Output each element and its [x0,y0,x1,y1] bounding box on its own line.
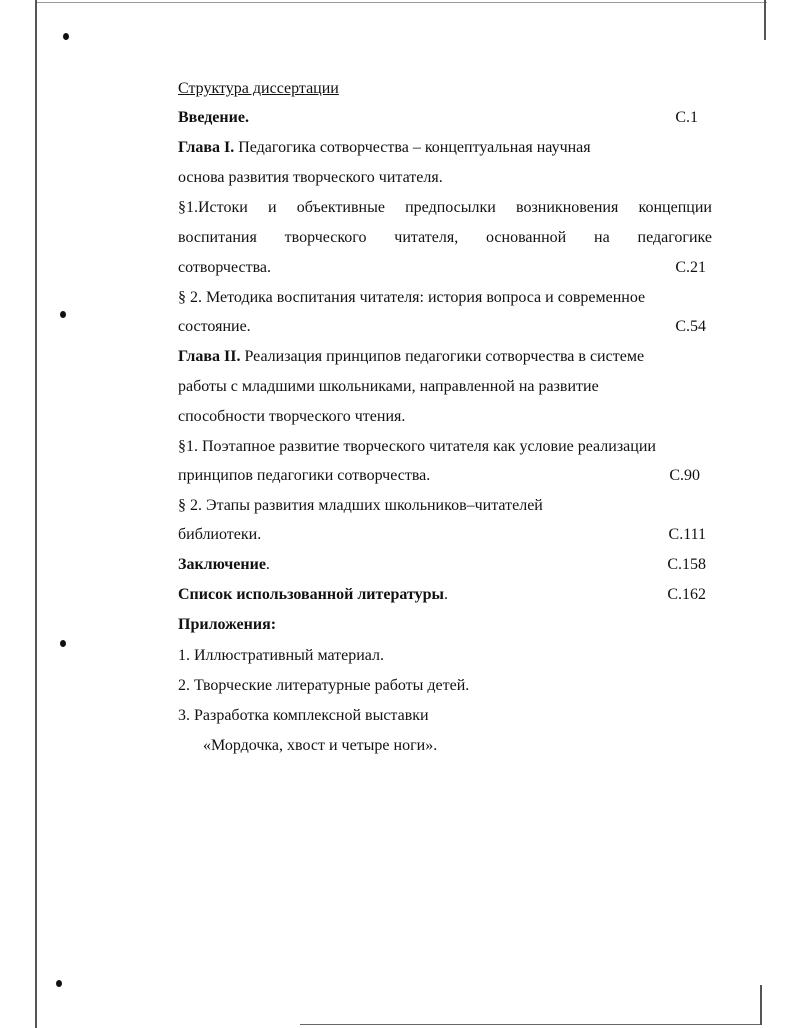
toc-label-dot: . [265,556,270,573]
toc-label: Заключение [178,556,266,573]
toc-page-number: С.158 [667,556,706,573]
word: на [594,229,610,246]
appendix-item: 3. Разработка комплексной выставки [178,707,429,724]
appendix-item: 2. Творческие литературные работы детей. [178,677,470,694]
chapter-label: Глава II. [178,348,241,365]
page-title: Структура диссертации [178,80,339,97]
toc-entry-ch1-section1-line1 [178,198,712,218]
word: основанной [486,229,567,246]
word: §1.Истоки [178,199,248,216]
chapter-title: Реализация принципов педагогики сотворчества в системе [244,348,645,365]
toc-entry-ch1-section2-line1: § 2. Методика воспитания читателя: история вопроса и современное [178,289,646,306]
toc-entry-ch1-section1-line3 [178,258,712,278]
toc-entry-ch2-section1-line1: §1. Поэтапное развитие творческого читателя как условие реализации [178,438,656,455]
word: творческого [284,229,367,246]
word: педагогике [637,229,712,246]
chapter-label: Глава I. [178,139,235,156]
chapter-title-continuation: способности творческого чтения. [178,408,406,425]
word: концепции [638,199,712,216]
toc-label: Введение. [178,109,249,126]
chapter-title-continuation: работы с младшими школьниками, направленной на развитие [178,378,599,395]
word: читателя, [394,229,459,246]
toc-page-number: С.111 [668,526,706,543]
toc-entry-chapter2 [178,347,712,367]
toc-label: Список использованной литературы [178,586,444,603]
toc-text: сотворчества. [178,259,272,276]
word: предпосылки [405,199,496,216]
toc-entry-conclusion [178,555,712,575]
toc-page-number: С.54 [675,318,706,335]
toc-label-dot: . [444,586,448,603]
toc-page-number: С.21 [675,259,706,276]
toc-page-number: С.162 [667,586,706,603]
word: возникновения [516,199,619,216]
toc-text: принципов педагогики сотворчества. [178,467,431,484]
appendix-item-continuation: «Мордочка, хвост и четыре ноги». [203,737,438,754]
toc-text: состояние. [178,318,251,335]
appendices-heading: Приложения: [178,616,277,633]
chapter-title: Педагогика сотворчества – концептуальная научная [238,139,591,156]
toc-entry-intro [178,108,712,128]
word: и [267,199,277,216]
toc-page-number: С.1 [675,109,698,126]
toc-entry-ch2-section2-line2 [178,525,712,545]
toc-entry-ch1-section1-line2 [178,228,712,248]
toc-page-number: С.90 [669,467,700,484]
toc-entry-references [178,585,712,605]
appendix-item: 1. Иллюстративный материал. [178,647,385,664]
toc-entry-ch1-section2-line2 [178,317,712,337]
word: воспитания [178,229,257,246]
toc-text: библиотеки. [178,526,262,543]
toc-entry-ch2-section1-line2 [178,466,712,486]
word: объективные [296,199,385,216]
toc-entry-ch2-section2-line1: § 2. Этапы развития младших школьников–читателей [178,497,543,514]
toc-entry-chapter1 [178,138,712,158]
chapter-title-continuation: основа развития творческого читателя. [178,169,443,186]
